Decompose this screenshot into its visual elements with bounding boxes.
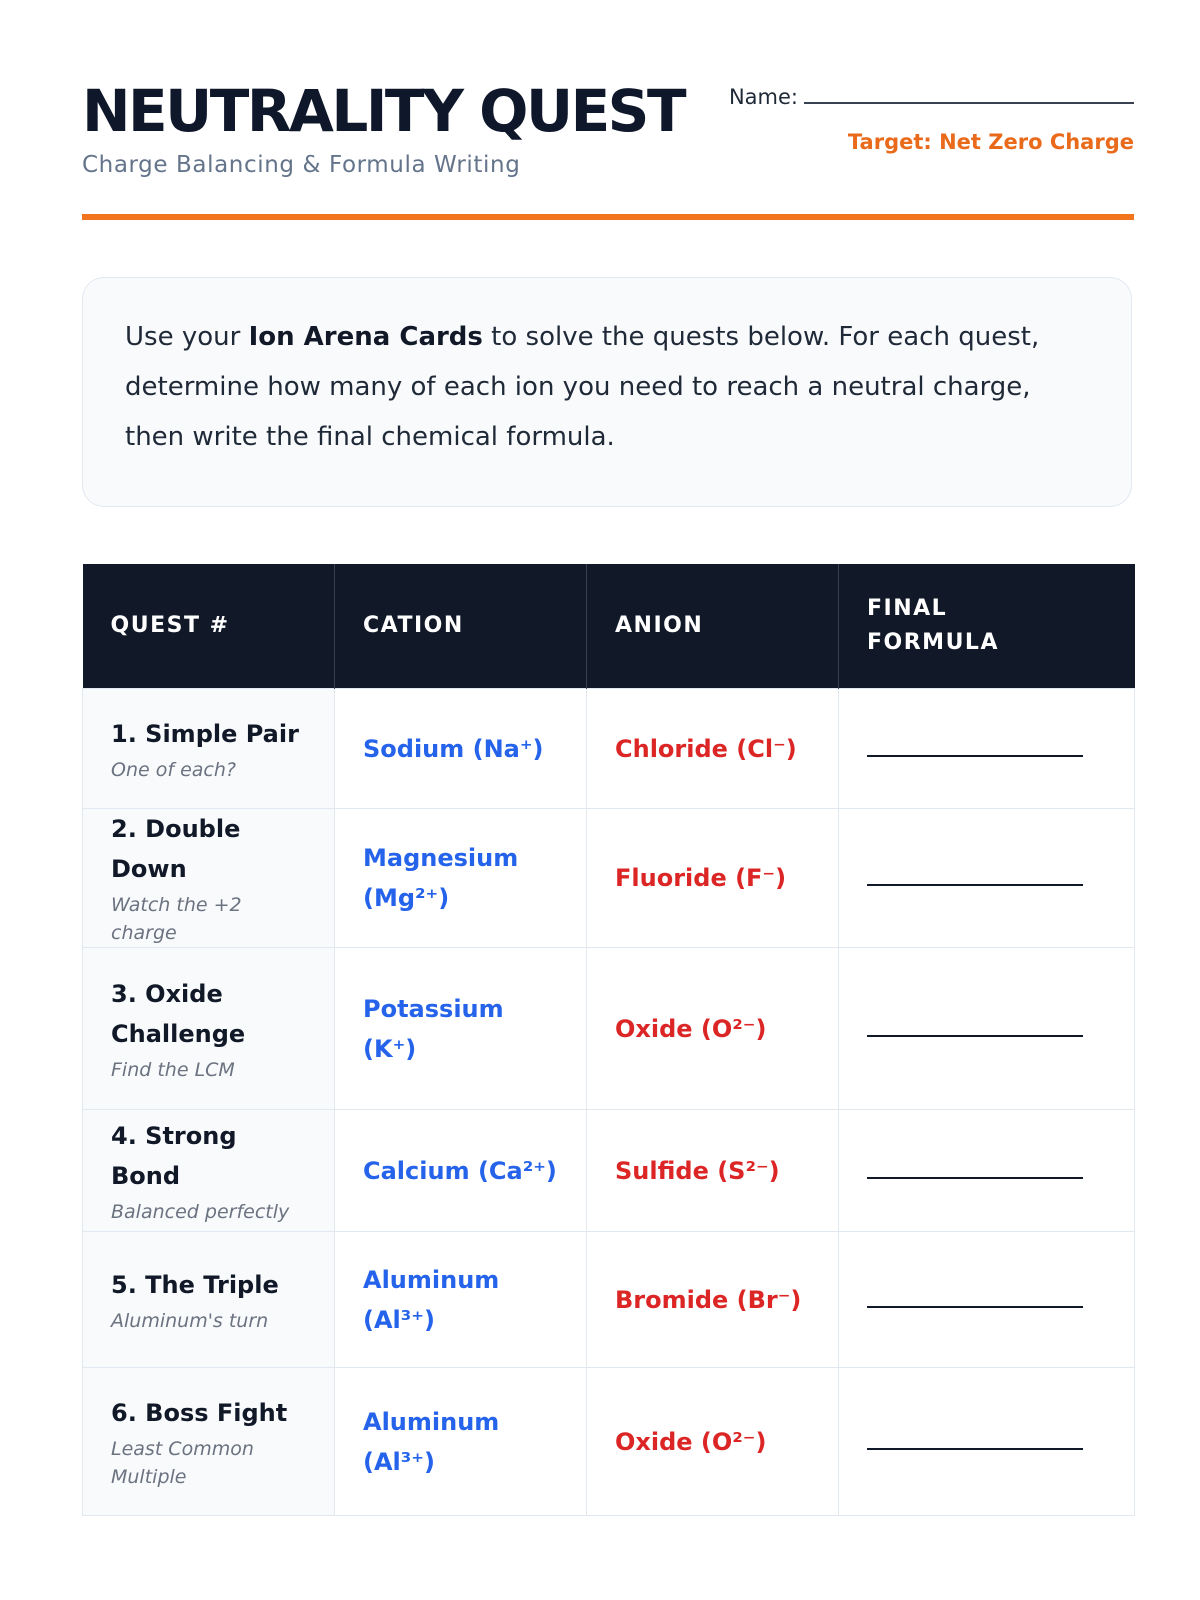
quest-name: 5. The Triple (111, 1270, 279, 1299)
column-header-final-formula (839, 564, 1135, 689)
quest-hint: Watch the +2 charge (111, 894, 242, 944)
formula-answer-cell[interactable] (839, 1232, 1135, 1368)
table-row (83, 948, 1135, 1110)
quest-hint: Balanced perfectly (111, 1200, 290, 1223)
quest-name: 3. Oxide Challenge (111, 979, 246, 1048)
column-header-quest: QUEST # (83, 564, 335, 689)
header-divider (82, 214, 1134, 220)
instructions-text-start: Use your (125, 322, 249, 352)
cation-cell: Aluminum (Al³⁺) (335, 1232, 587, 1368)
column-header-anion: ANION (587, 564, 839, 689)
answer-blank-line[interactable] (867, 1035, 1083, 1037)
table-row (83, 689, 1135, 809)
answer-blank-line[interactable] (867, 1177, 1083, 1179)
quest-cell (83, 689, 335, 809)
answer-blank-line[interactable] (867, 884, 1083, 886)
quest-hint: One of each? (111, 758, 236, 781)
quest-hint: Aluminum's turn (111, 1309, 269, 1332)
name-blank-line[interactable] (804, 84, 1134, 104)
quest-name: 6. Boss Fight (111, 1398, 288, 1427)
page-subtitle: Charge Balancing & Formula Writing (82, 152, 521, 178)
quest-cell (83, 1368, 335, 1516)
target-label: Target: Net Zero Charge (847, 130, 1134, 154)
instructions-box (82, 277, 1132, 507)
formula-answer-cell[interactable] (839, 948, 1135, 1110)
table-row (83, 1232, 1135, 1368)
quest-table (82, 564, 1135, 1516)
quest-name: 2. Double Down (111, 815, 241, 883)
column-header-final-formula-label: FINAL FORMULA (867, 596, 999, 655)
quest-name: 1. Simple Pair (111, 719, 299, 748)
page-title: NEUTRALITY QUEST (82, 77, 685, 145)
formula-answer-cell[interactable] (839, 1368, 1135, 1516)
formula-answer-cell[interactable] (839, 809, 1135, 948)
cation-cell: Potassium (K⁺) (335, 948, 587, 1110)
quest-cell (83, 1232, 335, 1368)
anion-cell: Fluoride (F⁻) (587, 809, 839, 948)
answer-blank-line[interactable] (867, 1448, 1083, 1450)
quest-cell (83, 948, 335, 1110)
anion-cell: Oxide (O²⁻) (587, 948, 839, 1110)
anion-cell: Oxide (O²⁻) (587, 1368, 839, 1516)
table-row (83, 1368, 1135, 1516)
worksheet-header (82, 78, 1134, 190)
cation-cell: Magnesium (Mg²⁺) (335, 809, 587, 948)
name-label: Name: (728, 85, 798, 109)
table-header-row (83, 564, 1135, 689)
instructions-text-end: to solve the quests below. For each quest, determine how many of each ion you need to reach a neutral charge, then write the final chemical formula. (125, 322, 1040, 452)
anion-cell: Sulfide (S²⁻) (587, 1110, 839, 1232)
name-field[interactable] (729, 84, 1134, 109)
anion-cell: Chloride (Cl⁻) (587, 689, 839, 809)
cation-cell: Calcium (Ca²⁺) (335, 1110, 587, 1232)
answer-blank-line[interactable] (867, 755, 1083, 757)
formula-answer-cell[interactable] (839, 1110, 1135, 1232)
quest-cell (83, 1110, 335, 1232)
cation-cell: Sodium (Na⁺) (335, 689, 587, 809)
formula-answer-cell[interactable] (839, 689, 1135, 809)
anion-cell: Bromide (Br⁻) (587, 1232, 839, 1368)
quest-hint: Least Common Multiple (111, 1437, 254, 1488)
table-row (83, 1110, 1135, 1232)
answer-blank-line[interactable] (867, 1306, 1083, 1308)
quest-name: 4. Strong Bond (111, 1121, 237, 1190)
quest-hint: Find the LCM (111, 1058, 235, 1081)
cation-cell: Aluminum (Al³⁺) (335, 1368, 587, 1516)
table-row (83, 809, 1135, 948)
instructions-highlight: Ion Arena Cards (248, 322, 483, 352)
quest-cell (83, 809, 335, 948)
column-header-cation: CATION (335, 564, 587, 689)
